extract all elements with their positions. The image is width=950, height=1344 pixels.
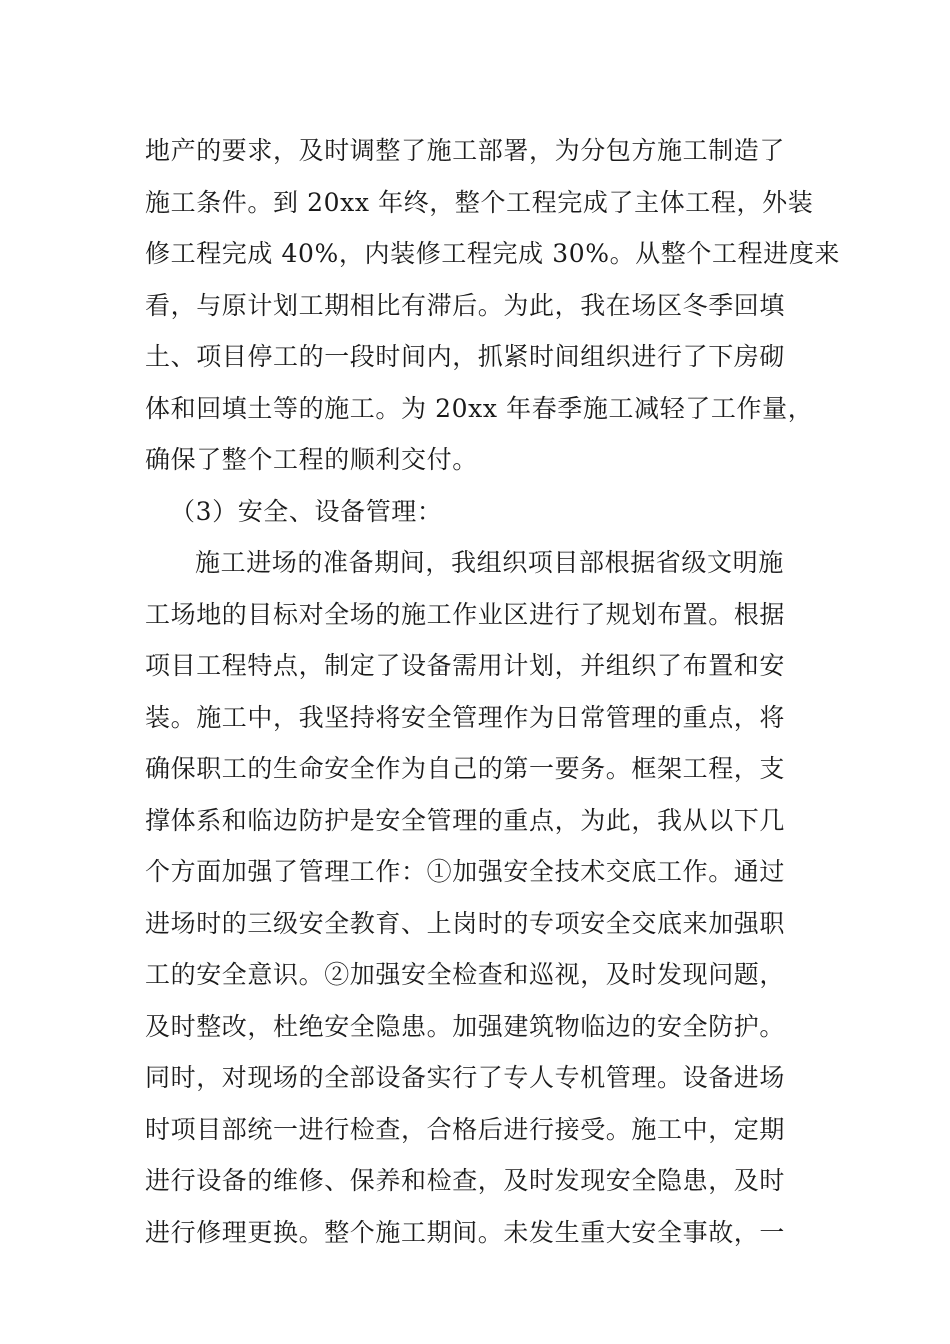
text-line: 地产的要求，及时调整了施工部署，为分包方施工制造了	[145, 136, 786, 165]
text-line: 修工程完成 40%，内装修工程完成 30%。从整个工程进度来	[145, 239, 841, 268]
section-heading: （3）安全、设备管理：	[170, 496, 443, 526]
text-line: 体和回填土等的施工。为 20xx 年春季施工减轻了工作量，	[145, 393, 814, 423]
text-line: 及时整改，杜绝安全隐患。加强建筑物临边的安全防护。	[145, 1011, 786, 1041]
text-line: 施工条件。到 20xx 年终，整个工程完成了主体工程，外装	[145, 187, 814, 217]
text-line: 土、项目停工的一段时间内，抓紧时间组织进行了下房砌	[145, 342, 786, 371]
text-line: 确保职工的生命安全作为自己的第一要务。框架工程，支	[145, 754, 786, 783]
text-line: 确保了整个工程的顺利交付。	[145, 445, 478, 474]
text-line: 进行修理更换。整个施工期间。未发生重大安全事故，一	[145, 1217, 786, 1247]
text-line: 项目工程特点，制定了设备需用计划，并组织了布置和安	[145, 651, 786, 680]
text-line: 撑体系和临边防护是安全管理的重点，为此，我从以下几	[145, 805, 786, 835]
text-line: 时项目部统一进行检查，合格后进行接受。施工中，定期	[145, 1114, 786, 1144]
text-line: 进场时的三级安全教育、上岗时的专项安全交底来加强职	[145, 908, 786, 938]
text-line: 同时，对现场的全部设备实行了专人专机管理。设备进场	[145, 1063, 786, 1092]
text-line: 工场地的目标对全场的施工作业区进行了规划布置。根据	[145, 599, 786, 629]
text-line: 个方面加强了管理工作：①加强安全技术交底工作。通过	[145, 857, 786, 886]
text-line: 工的安全意识。②加强安全检查和巡视，及时发现问题，	[145, 960, 786, 989]
paragraph-first-line: 施工进场的准备期间，我组织项目部根据省级文明施	[195, 548, 784, 577]
text-line: 看，与原计划工期相比有滞后。为此，我在场区冬季回填	[145, 290, 786, 320]
text-line: 进行设备的维修、保养和检查，及时发现安全隐患，及时	[145, 1166, 786, 1195]
body-text	[145, 125, 841, 1258]
text-line: 装。施工中，我坚持将安全管理作为日常管理的重点，将	[145, 702, 786, 732]
